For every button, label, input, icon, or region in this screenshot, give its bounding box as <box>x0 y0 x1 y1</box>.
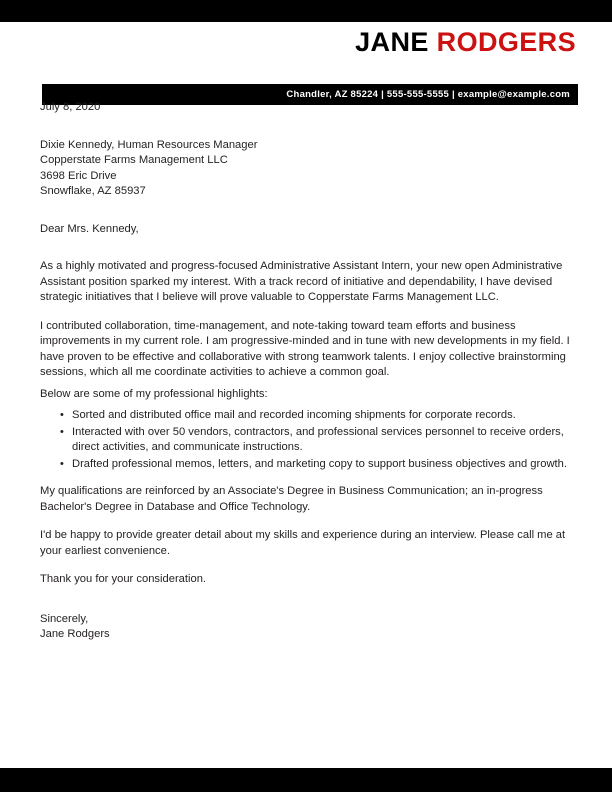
list-item: • Drafted professional memos, letters, and marketing copy to support business objectives and growth. <box>72 457 578 473</box>
contact-details: Chandler, AZ 85224 | 555-555-5555 | example@example.com <box>286 89 570 100</box>
body-paragraph-1: As a highly motivated and progress-focused Administrative Assistant Intern, your new open Administrative Assistant position sparked my interest. With a track record of initiative and dependability, I have devised strategic initiatives that I believe will prove valuable to Copperstate Farms Management LLC. <box>40 260 563 303</box>
letter-body <box>40 100 578 643</box>
highlights-intro: Below are some of my professional highlights: <box>40 387 268 400</box>
last-name: RODGERS <box>436 27 576 57</box>
signature-name: Jane Rodgers <box>40 628 110 640</box>
body-paragraph-4: I'd be happy to provide greater detail about my skills and experience during an interview. Please call me at your earliest convenience. <box>40 529 566 557</box>
list-item: • Interacted with over 50 vendors, contractors, and professional services personnel to receive orders, direct activities, and communicate instructions. <box>72 425 578 456</box>
recipient-city-state-zip: Snowflake, AZ 85937 <box>40 185 146 197</box>
letterhead <box>0 22 612 100</box>
body-paragraph-2: I contributed collaboration, time-management, and note-taking toward team efforts and business improvements in my current role. I am progressive-minded and in tune with new developments in my field. I have proven to be effective and collaborative with strong teamwork talents. I enjoy collective brainstorming sessions, which all me coordinate activities to achieve a common goal. <box>40 319 570 378</box>
highlights-list <box>40 408 578 472</box>
bottom-rule <box>0 768 612 792</box>
first-name: JANE <box>355 27 429 57</box>
body-paragraph-3: My qualifications are reinforced by an Associate's Degree in Business Communication; an in-progress Bachelor's Degree in Database and Office Technology. <box>40 485 543 513</box>
page-title <box>0 22 612 59</box>
salutation: Dear Mrs. Kennedy, <box>40 222 139 235</box>
letter-date: July 8, 2020 <box>40 101 101 113</box>
top-rule <box>0 0 612 22</box>
body-paragraph-5: Thank you for your consideration. <box>40 573 207 585</box>
recipient-street: 3698 Eric Drive <box>40 169 117 182</box>
recipient-company: Copperstate Farms Management LLC <box>40 154 228 166</box>
list-item: • Sorted and distributed office mail and recorded incoming shipments for corporate records. <box>72 408 578 424</box>
closing-block <box>40 612 578 643</box>
closing-word: Sincerely, <box>40 612 89 625</box>
recipient-name: Dixie Kennedy, Human Resources Manager <box>40 138 258 151</box>
recipient-address <box>40 138 578 200</box>
